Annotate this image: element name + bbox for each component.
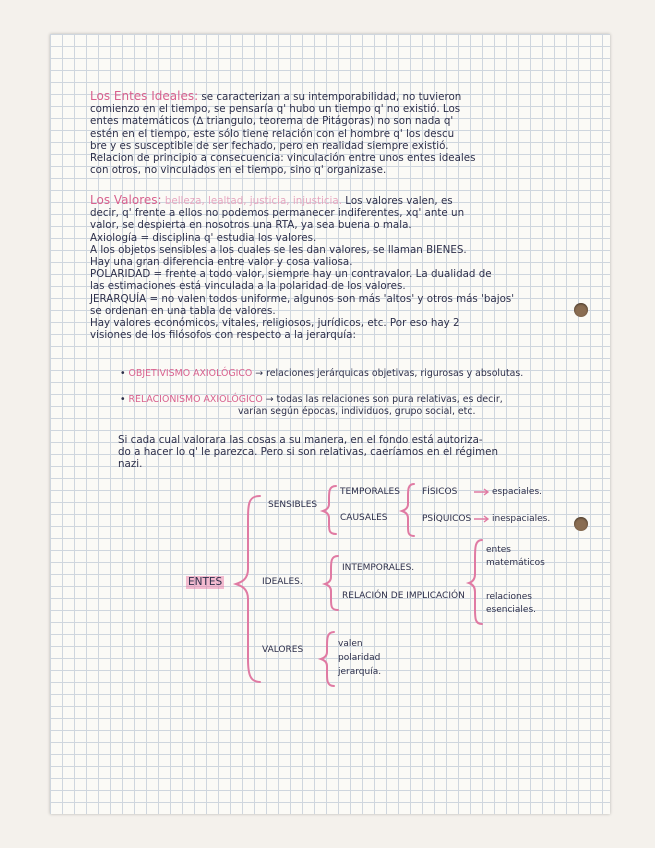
node-temporales: TEMPORALES — [340, 487, 400, 497]
node-relaciones-line1: relaciones — [486, 592, 532, 602]
text-line: bre y es susceptible de ser fechado, pero en realidad siempre existió. — [90, 139, 449, 152]
text-line: decir, q' frente a ellos no podemos permanecer indiferentes, xq' ante un — [90, 207, 465, 220]
notebook-page — [50, 34, 610, 814]
valores-examples: belleza, lealtad, justicia, injusticia. — [161, 195, 342, 207]
text-line: comienzo en el tiempo, se pensaría q' hubo un tiempo q' no existió. Los — [90, 103, 461, 116]
node-valen: valen — [338, 639, 363, 649]
binder-hole-lower — [574, 517, 588, 531]
node-entes-line1: entes — [486, 545, 511, 555]
text-line: entes matemáticos (∆ triangulo, teorema de Pitágoras) no son nada q' — [90, 115, 454, 128]
text-line: Hay una gran diferencia entre valor y cosa valiosa. — [90, 256, 353, 269]
text-line: POLARIDAD = frente a todo valor, siempre hay un contravalor. La dualidad de — [90, 268, 492, 281]
node-espaciales: espaciales. — [492, 487, 543, 497]
diagram-root-entes: ENTES — [188, 576, 223, 588]
node-sensibles: SENSIBLES — [268, 500, 318, 510]
text-line: A los objetos sensibles a los cuales se les dan valores, se llaman BIENES. — [90, 243, 467, 256]
node-valores: VALORES — [262, 645, 304, 655]
text-line: visiones de los filósofos con respecto a la jerarquía: — [90, 329, 356, 342]
node-psiquicos: PSÍQUICOS — [422, 514, 472, 524]
text-line: valor, se despierta en nosotros una RTA, ya sea buena o mala. — [90, 219, 412, 232]
node-intemporales: INTEMPORALES. — [342, 563, 415, 573]
node-fisicos: FÍSICOS — [422, 487, 458, 497]
text-line: JERARQUÍA = no valen todos uniforme, algunos son más 'altos' y otros más 'bajos' — [90, 292, 515, 305]
text-line: estén en el tiempo, este sólo tiene relación con el hombre q' los descu — [90, 127, 455, 140]
text-line: nazi. — [118, 458, 143, 471]
node-jerarquia: jerarquía. — [338, 667, 382, 677]
node-ideales: IDEALES. — [262, 577, 303, 587]
valores-paragraph: Los Valores: belleza, lealtad, justicia, injusticia. Los valores valen, es decir, q' frente a ellos no podemos permanecer indiferentes, xq' ante un valor, se despierta en nosotros una RTA, ya sea buena o mala. Axiología = disciplina q' estudia los valores. A los objetos sensibles a los cuales se les dan valores, se llaman BIENES. Hay una gran diferencia entre valor y cosa valiosa. POLARIDAD = frente a todo valor, siempre hay un contravalor. La dualidad de las estimaciones está vinculada a la polaridad de los valores. JERARQUÍA = no valen todos uniforme, algunos son más 'altos' y otros más 'bajos' se ordenan en una tabla de valores. Hay valores económicos, vitales, religiosos, jurídicos, etc. Por eso hay 2 visiones de los filósofos con respecto a la jerarquía: — [90, 194, 560, 341]
node-relaciones-line2: esenciales. — [486, 605, 537, 615]
bullet-objetivismo: • OBJETIVISMO AXIOLÓGICO → relaciones jerárquicas objetivas, rigurosas y absolutas. — [120, 368, 524, 379]
text-line: se ordenan en una tabla de valores. — [90, 304, 276, 317]
node-inespaciales: inespaciales. — [492, 514, 551, 524]
bullet-relacionismo: • RELACIONISMO AXIOLÓGICO → todas las relaciones son pura relativas, es decir, — [120, 394, 503, 405]
text-line: las estimaciones está vinculada a la polaridad de los valores. — [90, 280, 406, 293]
binder-hole-upper — [574, 303, 588, 317]
text-line: Relacion de principio a consecuencia: vinculación entre unos entes ideales — [90, 152, 476, 165]
text-line: Axiología = disciplina q' estudia los valores. — [90, 231, 317, 244]
node-causales: CAUSALES — [340, 513, 388, 523]
node-entes-line2: matemáticos — [486, 558, 545, 568]
entes-ideales-heading: Los Entes Ideales: — [90, 89, 199, 103]
text-line: do a hacer lo q' le parezca. Pero si son relativas, caeríamos en el régimen — [118, 446, 499, 459]
text-line: con otros, no vinculados en el tiempo, sino q' organizase. — [90, 164, 387, 177]
valores-heading: Los Valores: — [90, 193, 162, 207]
node-polaridad: polaridad — [338, 653, 381, 663]
concept-map-braces — [50, 34, 610, 814]
entes-ideales-paragraph: Los Entes Ideales: se caracterizan a su intemporabilidad, no tuvieron comienzo en el tiempo, se pensaría q' hubo un tiempo q' no existió. Los entes matemáticos (∆ triangulo, teorema de Pitágoras) no son nada q' estén en el tiempo, este sólo tiene relación con el hombre q' los descu bre y es susceptible de ser fechado, pero en realidad siempre existió. Relacion de principio a consecuencia: vinculación entre unos entes ideales con otros, no vinculados en el tiempo, sino q' organizase. — [90, 90, 560, 176]
text-line: Hay valores económicos, vitales, religiosos, jurídicos, etc. Por eso hay 2 — [90, 317, 460, 330]
bullet-continuation: varían según épocas, individuos, grupo social, etc. — [238, 406, 476, 417]
text-line: Si cada cual valorara las cosas a su manera, en el fondo está autoriza- — [118, 434, 483, 446]
node-relacion-implicacion: RELACIÓN DE IMPLICACIÓN — [342, 591, 465, 601]
